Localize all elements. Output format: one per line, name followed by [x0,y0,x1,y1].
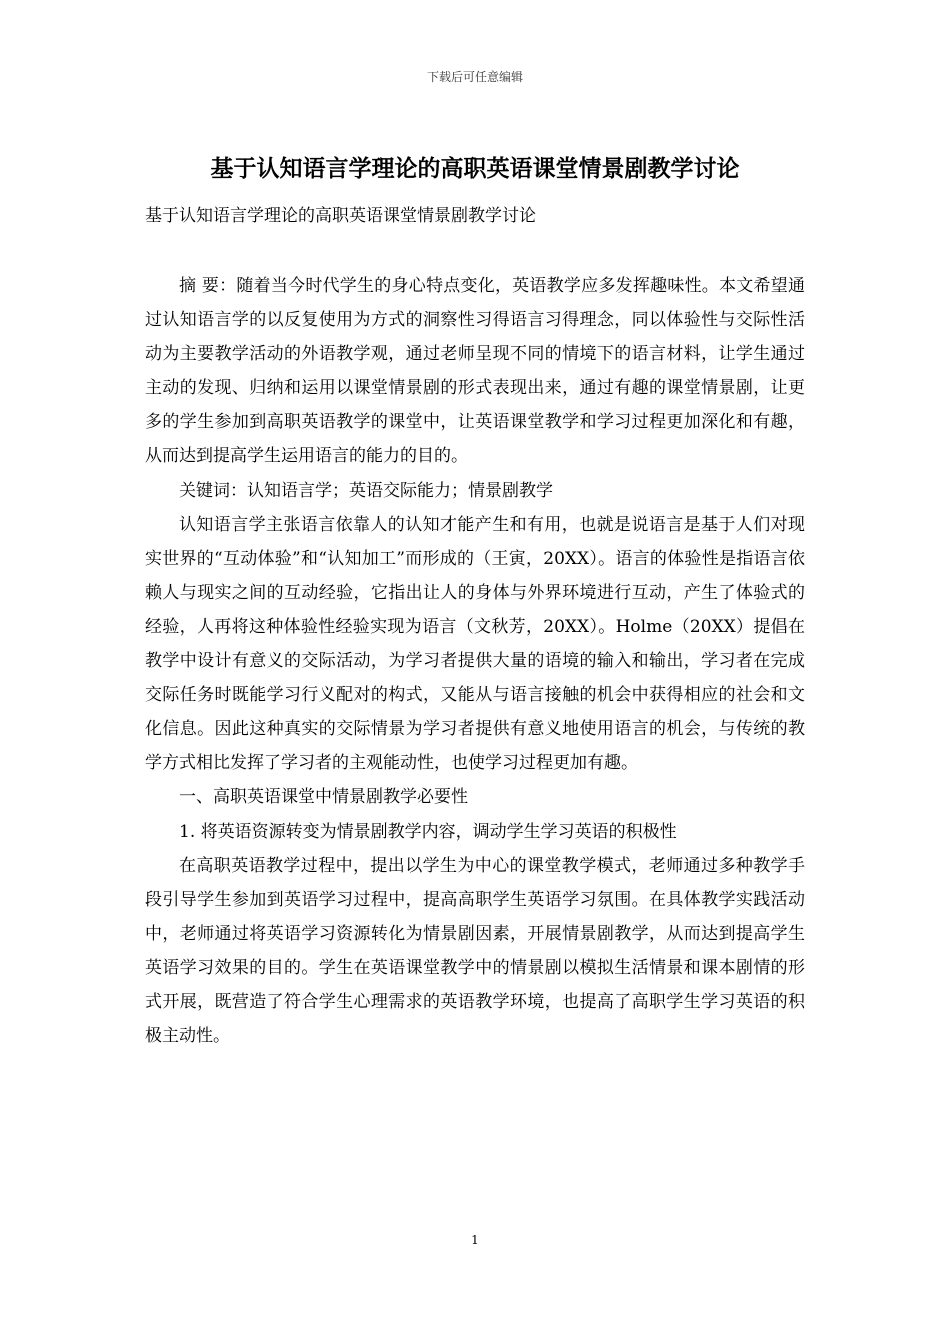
document-title: 基于认知语言学理论的高职英语课堂情景剧教学讨论 [210,155,740,182]
subsection-heading: 1. 将英语资源转变为情景剧教学内容，调动学生学习英语的积极性 [179,821,677,842]
intro-paragraph: 认知语言学主张语言依靠人的认知才能产生和有用，也就是说语言是基于人们对现实世界的“互动体验”和“认知加工”而形成的（王寅，20XX）。语言的体验性是指语言依赖人与现实之间的互动经验，它指出让人的身体与外界环境进行互动，产生了体验式的经验，人再将这种体验性经验实现为语言（文秋芳，20XX）。Holme（20XX）提倡在教学中设计有意义的交际活动，为学习者提供大量的语境的输入和输出，学习者在完成交际任务时既能学习行义配对的构式，又能从与语言接触的机会中获得相应的社会和文化信息。因此这种真实的交际情景为学习者提供有意义地使用语言的机会，与传统的教学方式相比发挥了学习者的主观能动性，也使学习过程更加有趣。 [145,514,805,774]
abstract-paragraph: 摘 要：随着当今时代学生的身心特点变化，英语教学应多发挥趣味性。本文希望通过认知语言学的以反复使用为方式的洞察性习得语言习得理念，同以体验性与交际性活动为主要教学活动的外语教学观，通过老师呈现不同的情境下的语言材料，让学生通过主动的发现、归纳和运用以课堂情景剧的形式表现出来，通过有趣的课堂情景剧，让更多的学生参加到高职英语教学的课堂中，让英语课堂教学和学习过程更加深化和有趣，从而达到提高学生运用语言的能力的目的。 [145,276,805,467]
document-subtitle: 基于认知语言学理论的高职英语课堂情景剧教学讨论 [145,206,536,226]
page-number: 1 [471,1233,479,1247]
keywords-paragraph: 关键词：认知语言学；英语交际能力；情景剧教学 [179,480,553,501]
section-paragraph: 在高职英语教学过程中，提出以学生为中心的课堂教学模式，老师通过多种教学手段引导学生参加到英语学习过程中，提高高职学生英语学习氛围。在具体教学实践活动中，老师通过将英语学习资源转化为情景剧因素，开展情景剧教学，从而达到提高学生英语学习效果的目的。学生在英语课堂教学中的情景剧以模拟生活情景和课本剧情的形式开展，既营造了符合学生心理需求的英语教学环境，也提高了高职学生学习英语的积极主动性。 [145,855,805,1047]
header-note: 下载后可任意编辑 [426,70,523,84]
section-heading: 一、高职英语课堂中情景剧教学必要性 [179,787,468,808]
document-body [145,269,805,1053]
